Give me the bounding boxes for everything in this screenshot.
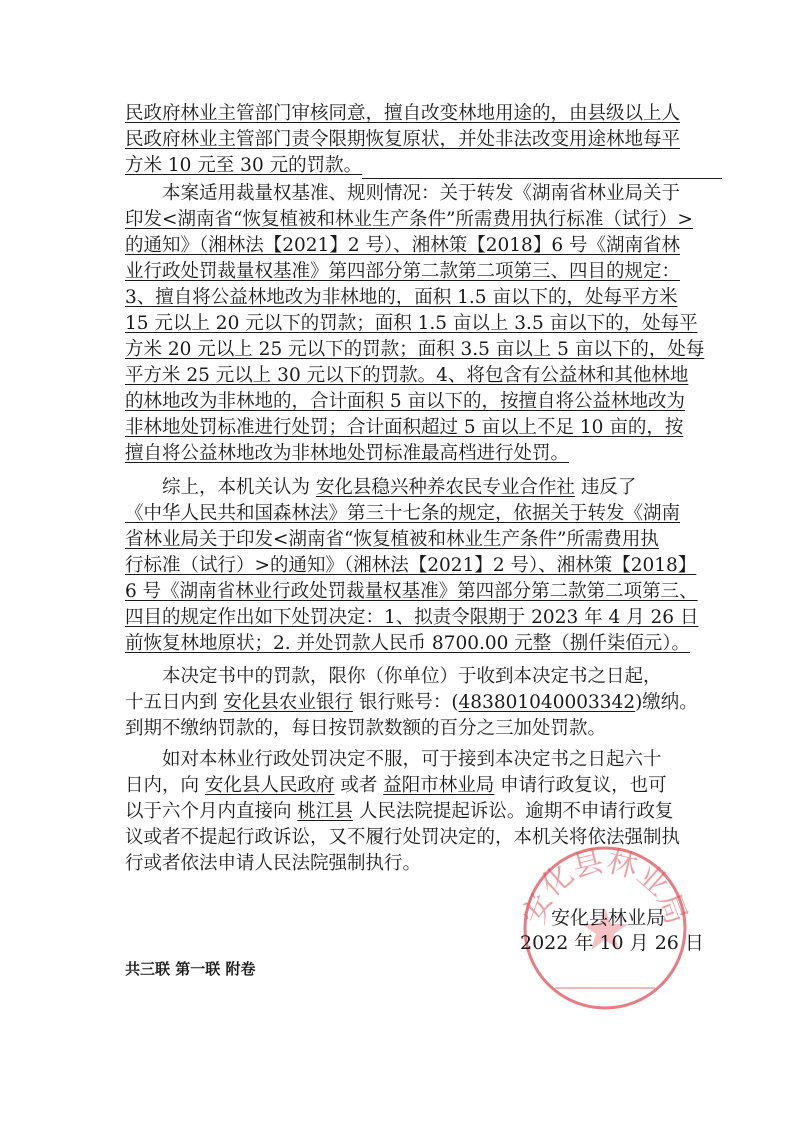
text-segment: 人民法院提起诉讼。逾期不申请行政复 — [358, 801, 674, 822]
issuing-organization: 安化县林业局 — [551, 907, 666, 929]
text-line: 方米 20 元以上 25 元以下的罚款；面积 3.5 亩以上 5 亩以下的，处每 — [125, 339, 705, 360]
text-line: 本案适用裁量权基准、规则情况：关于转发《湖南省林业局关于 — [162, 183, 681, 204]
text-line: 如对本林业行政处罚决定不服，可于接到本决定书之日起六十 — [162, 749, 662, 770]
text-line: 省林业局关于印发<湖南省“恢复植被和林业生产条件”所需费用执 — [125, 529, 659, 550]
text-segment: 申请行政复议，也可 — [500, 775, 667, 796]
text-segment: )缴纳。 — [635, 692, 698, 713]
court-name: 桃江县 — [297, 801, 353, 822]
text-segment: 以于六个月内直接向 — [125, 801, 292, 822]
text-line: 6 号《湖南省林业行政处罚裁量权基准》第四部分第二款第二项第三、 — [125, 581, 698, 602]
text-line: 前恢复林地原状；2. 并处罚款人民币 8700.00 元整（捌仟柒佰元）。 — [125, 633, 691, 654]
text-line: 3、擅自将公益林地改为非林地的，面积 1.5 亩以下的，处每平方米 — [125, 287, 678, 308]
seal-text: 安化县林业局 — [516, 843, 694, 930]
violator-name: 安化县稳兴种养农民专业合作社 — [315, 477, 575, 498]
text-line: 业行政处罚裁量权基准》第四部分第二款第二项第三、四目的规定： — [125, 261, 681, 282]
text-line: 到期不缴纳罚款的，每日按罚款数额的百分之三加处罚款。 — [125, 718, 607, 739]
text-line — [162, 475, 685, 501]
text-segment: 方米 10 元至 30 元的罚款。 — [125, 155, 363, 176]
text-segment: 银行账号：( — [358, 692, 459, 713]
text-line: 议或者不提起行政诉讼，又不履行处罚决定的，本机关将依法强制执 — [125, 827, 681, 848]
text-line — [125, 799, 685, 825]
text-line: 印发<湖南省“恢复植被和林业生产条件”所需费用执行标准（试行）> — [125, 209, 693, 230]
text-line: 行标准（试行）>的通知》（湘林法【2021】2 号）、湘林策【2018】 — [125, 555, 697, 576]
bank-name: 安化县农业银行 — [223, 692, 353, 713]
text-line: 行或者依法申请人民法院强制执行。 — [125, 853, 422, 874]
review-body-1: 安化县人民政府 — [204, 775, 335, 796]
text-line: 平方米 25 元以上 30 元以下的罚款。4、将包含有公益林和其他林地 — [125, 365, 689, 386]
text-line: 的通知》（湘林法【2021】2 号）、湘林策【2018】6 号《湖南省林 — [125, 235, 680, 256]
text-segment: 综上，本机关认为 — [162, 477, 311, 498]
text-line: 的林地改为非林地的，合计面积 5 亩以下的，按擅自将公益林地改为 — [125, 391, 686, 412]
text-line: 擅自将公益林地改为非林地处罚标准最高档进行处罚。 — [125, 443, 570, 464]
review-body-2: 益阳市林业局 — [383, 775, 495, 796]
text-line — [125, 153, 685, 179]
text-line: 民政府林业主管部门审核同意，擅自改变林地用途的，由县级以上人 — [125, 103, 681, 124]
text-line: 民政府林业主管部门责令限期恢复原状，并处非法改变用途林地每平 — [125, 129, 681, 150]
text-line: 非林地处罚标准进行处罚；合计面积超过 5 亩以上不足 10 亩的，按 — [125, 417, 684, 438]
text-segment: 或者 — [340, 775, 378, 796]
text-segment: 十五日内到 — [125, 692, 218, 713]
text-line: 四目的规定作出如下处罚决定：1、拟责令限期于 2023 年 4 月 26 日 — [125, 607, 699, 628]
text-line: 15 元以上 20 元以下的罚款；面积 1.5 亩以上 3.5 亩以下的，处每平 — [125, 313, 698, 334]
text-line: 《中华人民共和国森林法》第三十七条的规定，依据关于转发《湖南 — [125, 503, 681, 524]
text-segment: 违反了 — [580, 477, 637, 498]
text-line: 本决定书中的罚款，限你（你单位）于收到本决定书之日起， — [162, 666, 662, 687]
text-line — [125, 690, 698, 716]
text-line — [125, 773, 685, 799]
issue-date: 2022 年 10 月 26 日 — [520, 932, 704, 954]
text-segment: 日内，向 — [125, 775, 200, 796]
copy-footer: 共三联 第一联 附卷 — [125, 960, 256, 978]
bank-account-number: 483801040003342 — [458, 692, 636, 713]
